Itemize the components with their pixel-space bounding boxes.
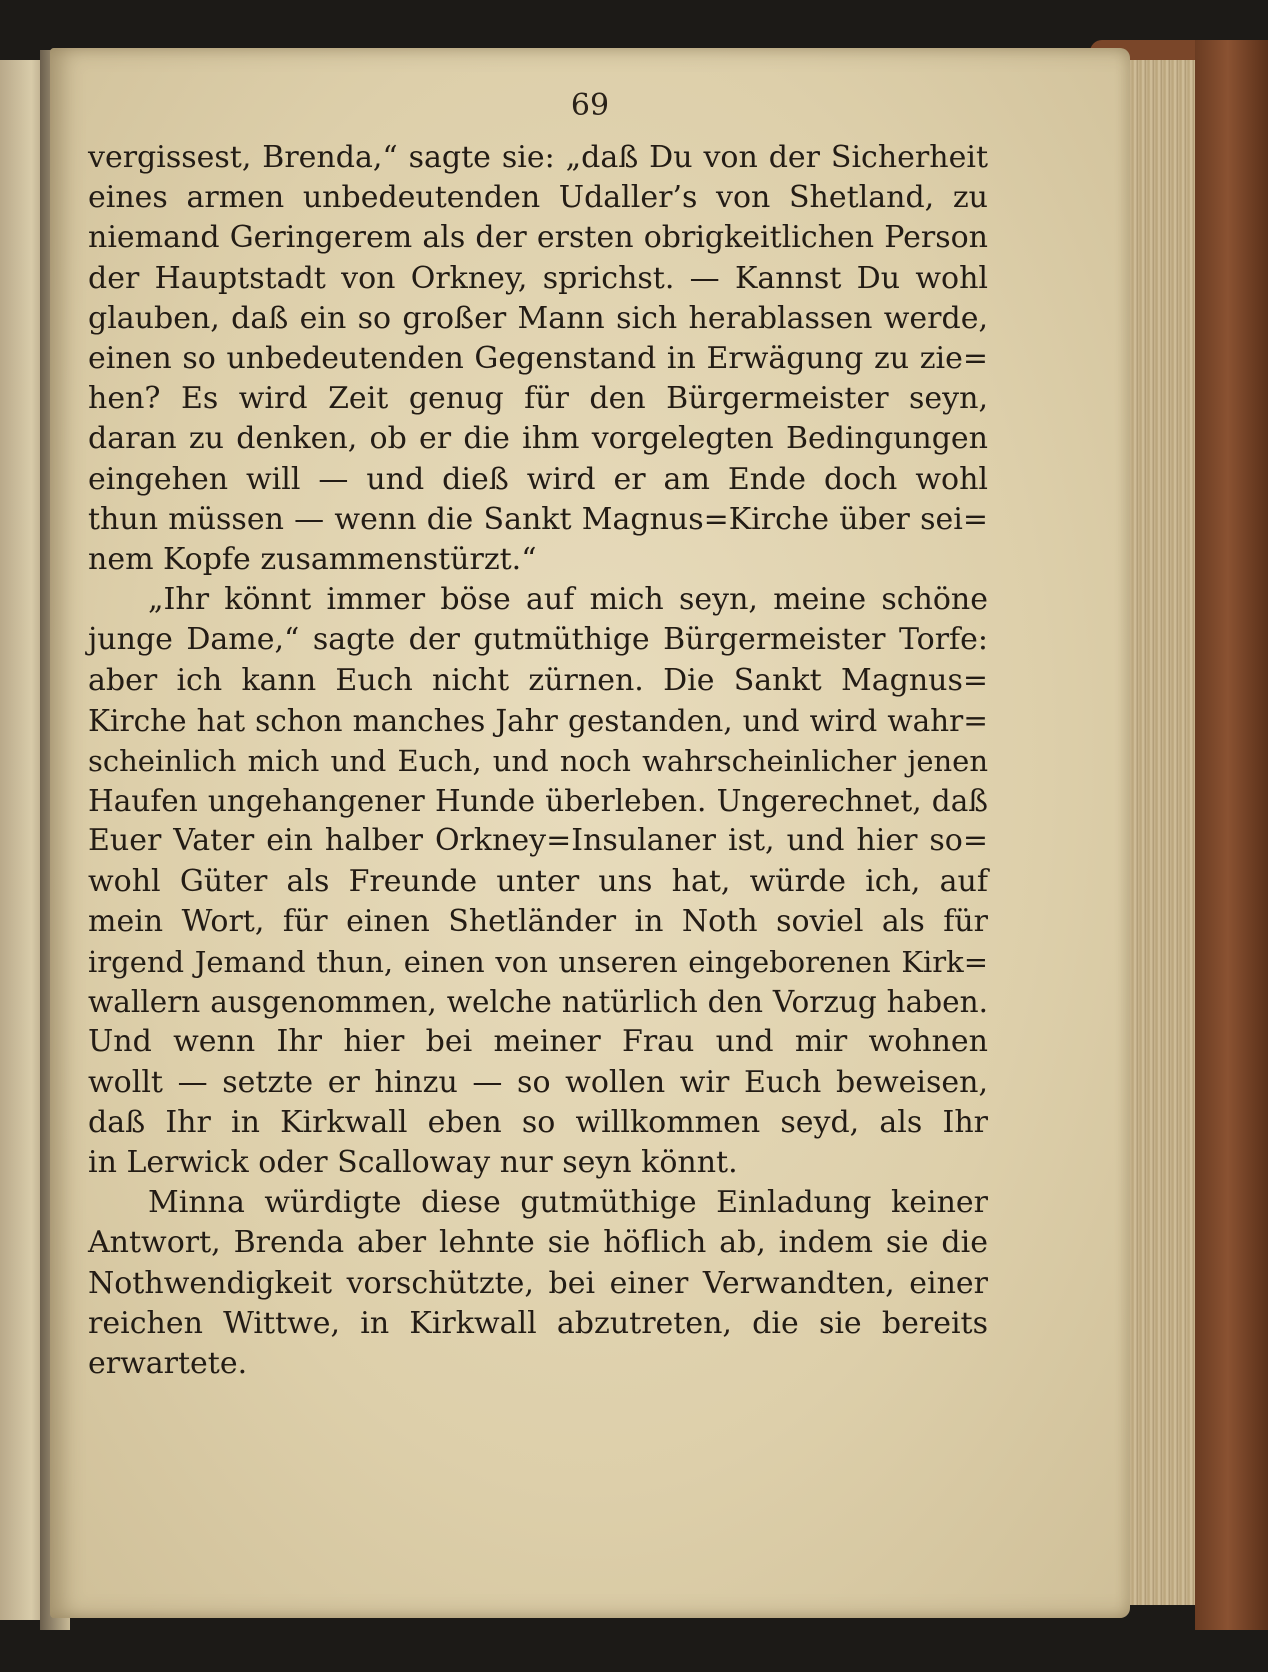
text-line: Haufen ungehangener Hunde überleben. Ungerechnet, daß: [88, 784, 988, 819]
text-line: wallern ausgenommen, welche natürlich den Vorzug haben.: [88, 985, 988, 1020]
text-line: wollt — setzte er hinzu — so wollen wir Euch beweisen,: [88, 1064, 988, 1100]
text-line: Und wenn Ihr hier bei meiner Frau und mir wohnen: [88, 1024, 988, 1060]
text-line: eines armen unbedeutenden Udaller’s von Shetland, zu: [88, 180, 988, 216]
text-line: in Lerwick oder Scalloway nur seyn könnt.: [88, 1145, 738, 1181]
text-line: aber ich kann Euch nicht zürnen. Die Sankt Magnus=: [88, 662, 988, 698]
text-line: Euer Vater ein halber Orkney=Insulaner ist, und hier so=: [88, 823, 988, 859]
text-line: Antwort, Brenda aber lehnte sie höflich ab, indem sie die: [88, 1225, 988, 1261]
text-line: „Ihr könnt immer böse auf mich seyn, meine schöne: [148, 582, 988, 618]
text-line: scheinlich mich und Euch, und noch wahrscheinlicher jenen: [88, 744, 988, 779]
text-line: der Hauptstadt von Orkney, sprichst. — Kannst Du wohl: [88, 260, 988, 296]
text-line: eingehen will — und dieß wird er am Ende doch wohl: [88, 461, 988, 497]
text-line: hen? Es wird Zeit genug für den Bürgermeister seyn,: [88, 381, 988, 417]
text-line: wohl Güter als Freunde unter uns hat, würde ich, auf: [88, 863, 988, 899]
paragraph-2: [88, 580, 988, 1183]
book-cover-right: [1195, 40, 1268, 1630]
text-line: einen so unbedeutenden Gegenstand in Erwägung zu zie=: [88, 341, 988, 377]
text-line: Minna würdigte diese gutmüthige Einladung keiner: [148, 1185, 988, 1221]
text-line: thun müssen — wenn die Sankt Magnus=Kirche über sei=: [88, 501, 988, 537]
text-line: erwartete.: [88, 1346, 248, 1382]
text-line: niemand Geringerem als der ersten obrigkeitlichen Person: [88, 220, 988, 256]
text-line: nem Kopfe zusammenstürzt.“: [88, 542, 537, 578]
text-line: junge Dame,“ sagte der gutmüthige Bürgermeister Torfe:: [88, 622, 988, 658]
text-line: mein Wort, für einen Shetländer in Noth soviel als für: [88, 903, 988, 939]
text-line: irgend Jemand thun, einen von unseren eingeborenen Kirk=: [88, 945, 988, 980]
text-line: Kirche hat schon manches Jahr gestanden, und wird wahr=: [88, 703, 988, 738]
paragraph-3: [88, 1183, 988, 1384]
text-line: vergissest, Brenda,“ sagte sie: „daß Du von der Sicherheit: [88, 140, 988, 175]
paragraph-1: [88, 138, 988, 580]
page-text: [88, 138, 988, 1384]
page-number: 69: [570, 88, 610, 123]
text-line: daran zu denken, ob er die ihm vorgelegten Bedingungen: [88, 421, 988, 457]
text-line: reichen Wittwe, in Kirkwall abzutreten, die sie bereits: [88, 1305, 988, 1341]
text-line: glauben, daß ein so großer Mann sich herablassen werde,: [88, 300, 988, 336]
text-line: Nothwendigkeit vorschützte, bei einer Verwandten, einer: [88, 1265, 988, 1301]
text-line: daß Ihr in Kirkwall eben so willkommen seyd, als Ihr: [88, 1104, 988, 1140]
